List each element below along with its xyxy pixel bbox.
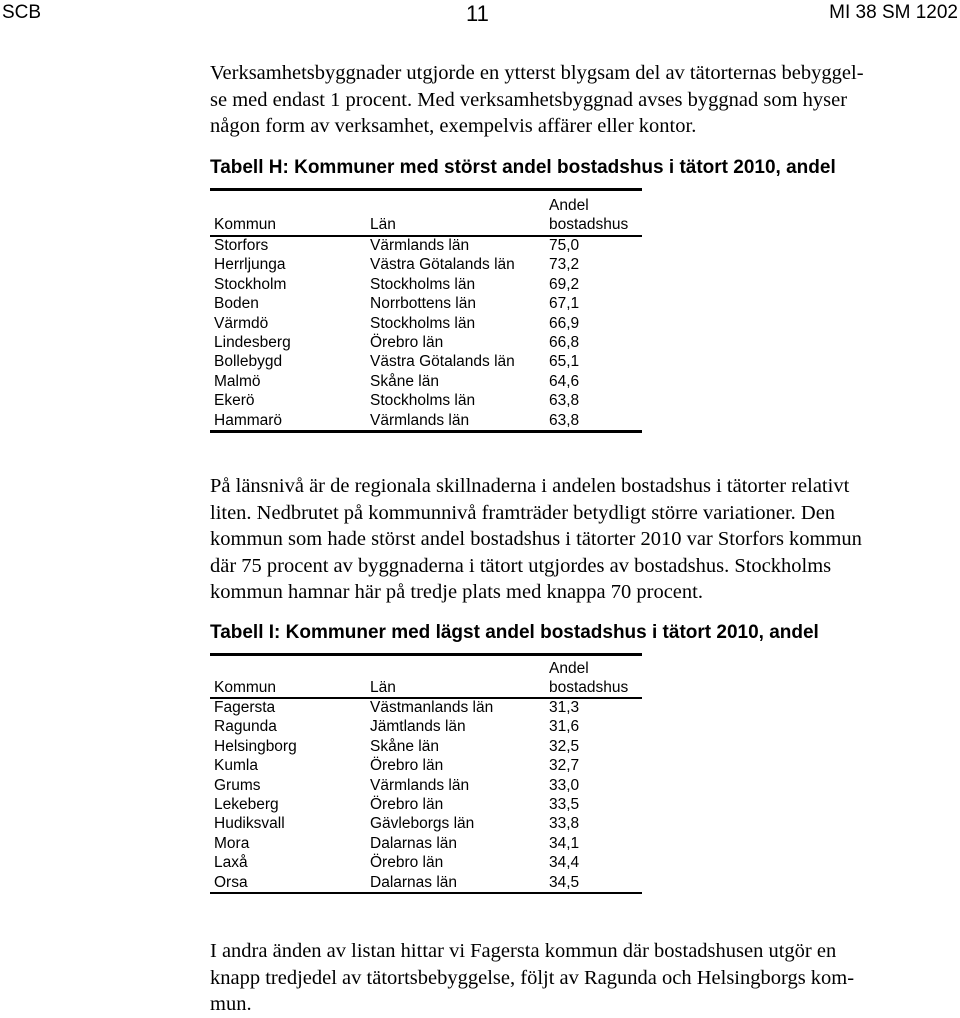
- table-row: [210, 275, 642, 294]
- table-row: [210, 255, 642, 274]
- closing-paragraph: [210, 938, 955, 1018]
- table-h-caption: Tabell H: Kommuner med störst andel bostadshus i tätort 2010, andel: [210, 157, 836, 178]
- cell-lan: Värmlands län: [370, 237, 470, 254]
- cell-kommun: Storfors: [214, 237, 269, 254]
- cell-kommun: Fagersta: [214, 699, 276, 716]
- header-bostadshus: bostadshus: [549, 216, 629, 233]
- table-row: [210, 333, 642, 352]
- cell-kommun: Boden: [214, 295, 259, 313]
- middle-paragraph: [210, 473, 955, 606]
- cell-lan: Skåne län: [370, 372, 439, 390]
- table-row: [210, 853, 642, 872]
- cell-lan: Örebro län: [370, 757, 444, 775]
- table-row: [210, 834, 642, 853]
- header-bostadshus: bostadshus: [549, 679, 629, 696]
- text-line: mun.: [210, 993, 252, 1015]
- cell-kommun: Ekerö: [214, 392, 255, 410]
- page-header: [0, 0, 960, 30]
- cell-kommun: Malmö: [214, 372, 261, 390]
- table-i-caption: Tabell I: Kommuner med lägst andel bostadshus i tätort 2010, andel: [210, 622, 819, 643]
- cell-andel: 63,8: [549, 392, 580, 410]
- table-row: [210, 795, 642, 814]
- table-row: [210, 698, 642, 717]
- cell-andel: 34,5: [549, 873, 580, 891]
- cell-lan: Norrbottens län: [370, 295, 476, 313]
- header-kommun: Kommun: [214, 216, 277, 233]
- header-andel: Andel: [549, 660, 589, 677]
- cell-kommun: Lekeberg: [214, 796, 279, 813]
- intro-paragraph: [210, 60, 955, 140]
- cell-kommun: Herrljunga: [214, 256, 286, 274]
- cell-kommun: Laxå: [214, 854, 248, 872]
- cell-andel: 75,0: [549, 237, 580, 254]
- header-andel: Andel: [549, 197, 589, 214]
- cell-kommun: Helsingborg: [214, 737, 297, 755]
- table-row: [210, 411, 642, 430]
- table-rule-top: [210, 653, 642, 656]
- header-kommun: Kommun: [214, 679, 277, 696]
- table-row: [210, 372, 642, 391]
- cell-andel: 33,5: [549, 796, 580, 813]
- cell-kommun: Lindesberg: [214, 334, 291, 351]
- table-row: [210, 391, 642, 410]
- table-rule-bottom: [210, 892, 642, 894]
- table-row: [210, 352, 642, 371]
- cell-lan: Stockholms län: [370, 392, 476, 410]
- cell-andel: 34,4: [549, 854, 580, 872]
- cell-lan: Jämtlands län: [370, 718, 466, 736]
- cell-andel: 66,9: [549, 314, 580, 332]
- cell-andel: 73,2: [549, 256, 580, 274]
- cell-andel: 34,1: [549, 834, 580, 852]
- cell-lan: Stockholms län: [370, 314, 476, 332]
- cell-kommun: Stockholm: [214, 275, 287, 293]
- table-row: [210, 717, 642, 736]
- cell-kommun: Ragunda: [214, 718, 277, 736]
- cell-andel: 64,6: [549, 372, 580, 390]
- table-row: [210, 236, 642, 255]
- cell-kommun: Bollebygd: [214, 353, 283, 371]
- cell-kommun: Hudiksvall: [214, 815, 285, 833]
- table-row: [210, 737, 642, 756]
- cell-andel: 65,1: [549, 353, 580, 371]
- page-number: 11: [466, 1, 489, 26]
- cell-lan: Västra Götalands län: [370, 353, 515, 371]
- cell-andel: 33,8: [549, 815, 580, 833]
- cell-lan: Gävleborgs län: [370, 815, 475, 833]
- publisher-label: SCB: [2, 2, 42, 23]
- table-rule-bottom: [210, 430, 642, 433]
- cell-lan: Västmanlands län: [370, 699, 494, 716]
- table-row: [210, 756, 642, 775]
- cell-lan: Värmlands län: [370, 411, 470, 429]
- text-line: knapp tredjedel av tätortsbebyggelse, följt av Ragunda och Helsingborgs kom-: [210, 966, 855, 989]
- cell-andel: 32,5: [549, 737, 580, 755]
- cell-andel: 63,8: [549, 411, 580, 429]
- text-line: På länsnivå är de regionala skillnaderna i andelen bostadshus i tätorter relativt: [210, 475, 850, 497]
- table-row: [210, 814, 642, 833]
- cell-andel: 31,3: [549, 699, 580, 716]
- table-row: [210, 314, 642, 333]
- cell-kommun: Kumla: [214, 757, 258, 775]
- table-row: [210, 776, 642, 795]
- text-line: kommun som hade störst andel bostadshus i tätorter 2010 var Storfors kommun: [210, 528, 862, 550]
- cell-andel: 31,6: [549, 718, 580, 736]
- cell-lan: Skåne län: [370, 737, 439, 755]
- header-lan: Län: [370, 679, 396, 696]
- cell-lan: Dalarnas län: [370, 873, 458, 891]
- cell-lan: Örebro län: [370, 796, 444, 813]
- cell-lan: Västra Götalands län: [370, 256, 515, 274]
- cell-andel: 67,1: [549, 295, 580, 313]
- report-id: MI 38 SM 1202: [829, 2, 958, 23]
- cell-lan: Örebro län: [370, 854, 444, 872]
- cell-andel: 32,7: [549, 757, 580, 775]
- cell-lan: Stockholms län: [370, 275, 476, 293]
- table-row: [210, 873, 642, 892]
- text-line: någon form av verksamhet, exempelvis affärer eller kontor.: [210, 115, 697, 137]
- text-line: se med endast 1 procent. Med verksamhetsbyggnad avses byggnad som hyser: [210, 88, 848, 111]
- table-h: [210, 188, 642, 438]
- cell-kommun: Värmdö: [214, 314, 269, 332]
- cell-lan: Dalarnas län: [370, 834, 458, 852]
- text-line: I andra änden av listan hittar vi Fagersta kommun där bostadshusen utgör en: [210, 940, 837, 962]
- table-i: [210, 653, 642, 903]
- cell-andel: 69,2: [549, 275, 580, 293]
- table-rule-top: [210, 188, 642, 191]
- cell-kommun: Hammarö: [214, 411, 283, 429]
- cell-kommun: Grums: [214, 776, 261, 794]
- cell-lan: Örebro län: [370, 334, 444, 351]
- cell-kommun: Mora: [214, 834, 250, 852]
- text-line: kommun hamnar här på tredje plats med knappa 70 procent.: [210, 581, 703, 603]
- cell-andel: 66,8: [549, 334, 580, 351]
- table-row: [210, 294, 642, 313]
- cell-kommun: Orsa: [214, 873, 248, 891]
- cell-andel: 33,0: [549, 776, 580, 794]
- header-lan: Län: [370, 216, 396, 233]
- text-line: Verksamhetsbyggnader utgjorde en ytterst blygsam del av tätorternas bebyggel-: [210, 62, 864, 84]
- cell-lan: Värmlands län: [370, 776, 470, 794]
- text-line: där 75 procent av byggnaderna i tätort utgjordes av bostadshus. Stockholms: [210, 554, 832, 577]
- text-line: liten. Nedbrutet på kommunnivå framträder betydligt större variationer. Den: [210, 501, 836, 524]
